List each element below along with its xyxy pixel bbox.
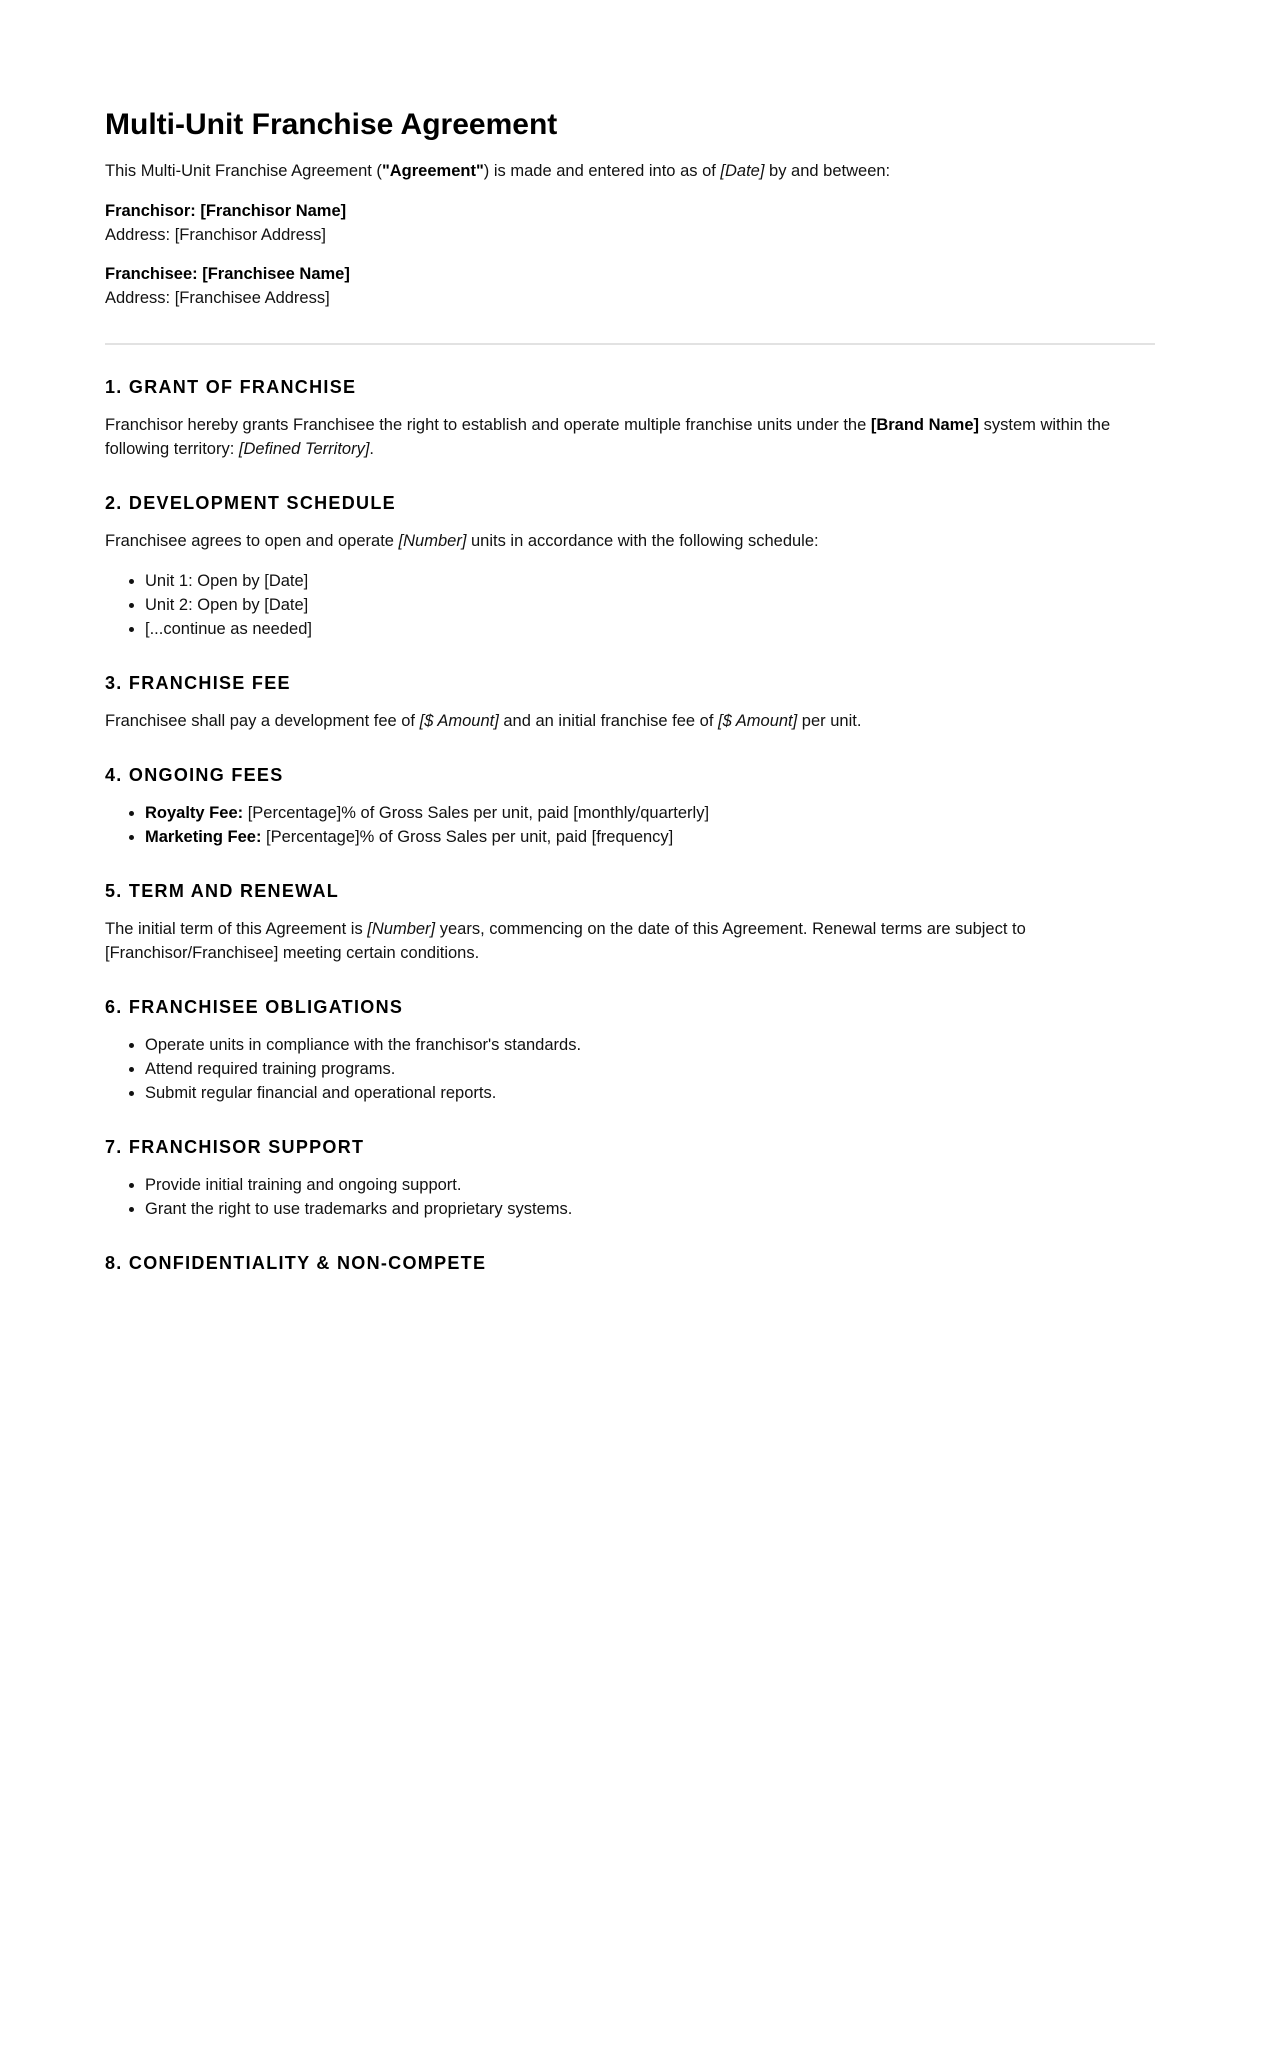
- intro-text: ) is made and entered into as of: [483, 162, 721, 180]
- text: The initial term of this Agreement is: [105, 920, 368, 938]
- text: Franchisee shall pay a development fee of: [105, 712, 420, 730]
- list-item: • [...continue as needed]: [145, 617, 1155, 641]
- fee-text: [Percentage]% of Gross Sales per unit, paid [frequency]: [261, 828, 674, 846]
- fee-text: [Percentage]% of Gross Sales per unit, paid [monthly/quarterly]: [243, 804, 710, 822]
- section-heading-term: 5. TERM AND RENEWAL: [105, 881, 340, 901]
- franchisee-address: Address: [Franchisee Address]: [105, 289, 330, 307]
- amount-placeholder: [$ Amount]: [419, 712, 499, 730]
- brand-placeholder: [Brand Name]: [870, 416, 980, 434]
- list-item: • Attend required training programs.: [145, 1057, 1155, 1081]
- text: units in accordance with the following schedule:: [466, 532, 819, 550]
- list-item: [145, 825, 1155, 849]
- section-heading-support: 7. FRANCHISOR SUPPORT: [105, 1137, 365, 1157]
- section-heading-development: 2. DEVELOPMENT SCHEDULE: [105, 493, 396, 513]
- fee-paragraph: [105, 709, 1155, 733]
- franchisee-block: [105, 262, 1155, 310]
- list-item: • Submit regular financial and operational reports.: [145, 1081, 1155, 1105]
- obligations-list: [105, 1033, 1155, 1105]
- divider: [105, 343, 1155, 345]
- date-placeholder: [Date]: [720, 162, 765, 180]
- text: Franchisor hereby grants Franchisee the right to establish and operate multiple franchise units under the: [105, 416, 871, 434]
- development-paragraph: [105, 529, 1155, 553]
- franchisor-block: [105, 199, 1155, 247]
- list-item: • Grant the right to use trademarks and proprietary systems.: [145, 1197, 1155, 1221]
- list-item: • Provide initial training and ongoing support.: [145, 1173, 1155, 1197]
- franchisor-name: Franchisor: [Franchisor Name]: [105, 202, 347, 220]
- fees-list: [105, 801, 1155, 849]
- text: per unit.: [797, 712, 862, 730]
- term-paragraph: [105, 917, 1155, 965]
- section-heading-franchise-fee: 3. FRANCHISE FEE: [105, 673, 291, 693]
- franchisee-name: Franchisee: [Franchisee Name]: [105, 265, 350, 283]
- list-item: [145, 801, 1155, 825]
- intro-paragraph: [105, 159, 1155, 183]
- franchisor-address: Address: [Franchisor Address]: [105, 226, 327, 244]
- agreement-term: "Agreement": [381, 162, 484, 180]
- support-list: [105, 1173, 1155, 1221]
- fee-label: Royalty Fee:: [145, 804, 244, 822]
- text: system within the following territory:: [105, 416, 1111, 458]
- number-placeholder: [Number]: [398, 532, 467, 550]
- section-heading-obligations: 6. FRANCHISEE OBLIGATIONS: [105, 997, 404, 1017]
- schedule-list: [105, 569, 1155, 641]
- territory-placeholder: [Defined Territory]: [238, 440, 370, 458]
- intro-text: by and between:: [764, 162, 891, 180]
- page-title: Multi-Unit Franchise Agreement: [105, 108, 558, 141]
- list-item: • Unit 1: Open by [Date]: [145, 569, 1155, 593]
- fee-label: Marketing Fee:: [145, 828, 262, 846]
- list-item: • Unit 2: Open by [Date]: [145, 593, 1155, 617]
- text: and an initial franchise fee of: [498, 712, 719, 730]
- intro-text: This Multi-Unit Franchise Agreement (: [105, 162, 382, 180]
- number-placeholder: [Number]: [367, 920, 436, 938]
- amount-placeholder: [$ Amount]: [718, 712, 798, 730]
- text: years, commencing on the date of this Agreement. Renewal terms are subject to: [435, 920, 1026, 938]
- grant-paragraph: [105, 413, 1155, 461]
- section-heading-ongoing-fees: 4. ONGOING FEES: [105, 765, 284, 785]
- text: Franchisee agrees to open and operate: [105, 532, 399, 550]
- text: .: [369, 440, 375, 458]
- list-item: • Operate units in compliance with the franchisor's standards.: [145, 1033, 1155, 1057]
- section-heading-grant: 1. GRANT OF FRANCHISE: [105, 377, 357, 397]
- text: [Franchisor/Franchisee] meeting certain conditions.: [105, 944, 480, 962]
- section-heading-confidentiality: 8. CONFIDENTIALITY & NON-COMPETE: [105, 1253, 487, 1273]
